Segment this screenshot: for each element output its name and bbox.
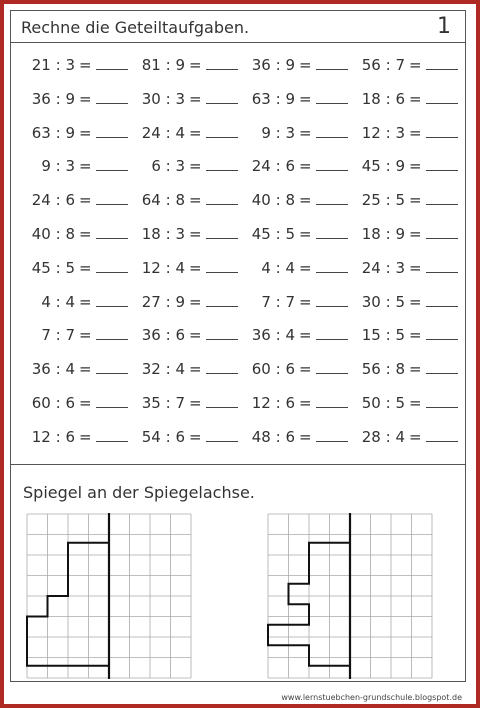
answer-blank[interactable] xyxy=(316,123,348,138)
header xyxy=(11,11,465,43)
task-expression: 9 : 3 xyxy=(41,157,75,176)
division-task xyxy=(237,325,347,347)
division-task xyxy=(17,123,127,145)
division-task xyxy=(17,156,127,178)
task-expression: 60 : 6 xyxy=(31,394,75,412)
division-task xyxy=(17,292,127,314)
task-expression: 12 : 6 xyxy=(251,394,295,412)
equals-sign: = xyxy=(79,123,92,142)
mirror-grid-left xyxy=(26,513,192,679)
equals-sign: = xyxy=(79,258,92,277)
division-task xyxy=(237,123,347,145)
equals-sign: = xyxy=(79,427,92,446)
division-task xyxy=(127,325,237,347)
task-expression: 56 : 8 xyxy=(361,360,405,379)
division-task xyxy=(127,190,237,212)
equals-sign: = xyxy=(409,292,422,311)
equals-sign: = xyxy=(79,56,92,74)
task-expression: 45 : 5 xyxy=(251,225,295,243)
equals-sign: = xyxy=(299,123,312,142)
task-expression: 81 : 9 xyxy=(141,56,185,74)
answer-blank[interactable] xyxy=(206,156,238,171)
task-expression: 24 : 4 xyxy=(141,123,185,142)
task-expression: 40 : 8 xyxy=(251,191,295,210)
task-expression: 36 : 9 xyxy=(31,89,75,108)
division-task xyxy=(127,359,237,381)
equals-sign: = xyxy=(299,427,312,446)
equals-sign: = xyxy=(79,191,92,210)
task-expression: 36 : 4 xyxy=(31,360,75,379)
answer-blank[interactable] xyxy=(96,427,128,442)
equals-sign: = xyxy=(299,56,312,74)
division-task xyxy=(17,393,127,415)
equals-sign: = xyxy=(409,157,422,176)
answer-blank[interactable] xyxy=(206,190,238,205)
equals-sign: = xyxy=(409,427,422,446)
equals-sign: = xyxy=(409,258,422,277)
answer-blank[interactable] xyxy=(426,325,458,340)
task-expression: 18 : 6 xyxy=(361,89,405,108)
answer-blank[interactable] xyxy=(96,258,128,273)
answer-blank[interactable] xyxy=(96,156,128,171)
division-tasks xyxy=(11,47,465,461)
answer-blank[interactable] xyxy=(316,325,348,340)
equals-sign: = xyxy=(409,191,422,210)
task-expression: 18 : 3 xyxy=(141,225,185,243)
equals-sign: = xyxy=(79,89,92,108)
task-expression: 54 : 6 xyxy=(141,427,185,446)
division-task xyxy=(127,292,237,314)
equals-sign: = xyxy=(189,360,202,379)
division-task xyxy=(347,359,457,381)
task-expression: 36 : 4 xyxy=(251,326,295,345)
task-expression: 45 : 5 xyxy=(31,258,75,277)
task-expression: 64 : 8 xyxy=(141,191,185,210)
answer-blank[interactable] xyxy=(206,258,238,273)
answer-blank[interactable] xyxy=(316,156,348,171)
task-expression: 12 : 4 xyxy=(141,258,185,277)
equals-sign: = xyxy=(299,326,312,345)
equals-sign: = xyxy=(299,292,312,311)
task-expression: 45 : 9 xyxy=(361,157,405,176)
answer-blank[interactable] xyxy=(96,292,128,307)
equals-sign: = xyxy=(189,123,202,142)
division-task xyxy=(127,258,237,280)
task-expression: 48 : 6 xyxy=(251,427,295,446)
answer-blank[interactable] xyxy=(96,123,128,138)
equals-sign: = xyxy=(299,258,312,277)
task-expression: 36 : 6 xyxy=(141,326,185,345)
division-task xyxy=(237,359,347,381)
equals-sign: = xyxy=(79,225,92,243)
division-task xyxy=(127,55,237,77)
answer-blank[interactable] xyxy=(96,393,128,408)
division-task xyxy=(237,258,347,280)
answer-blank[interactable] xyxy=(206,89,238,104)
division-task xyxy=(347,325,457,347)
answer-blank[interactable] xyxy=(316,258,348,273)
task-expression: 24 : 6 xyxy=(251,157,295,176)
division-task xyxy=(17,325,127,347)
task-expression: 63 : 9 xyxy=(31,123,75,142)
equals-sign: = xyxy=(189,258,202,277)
task-expression: 63 : 9 xyxy=(251,89,295,108)
answer-blank[interactable] xyxy=(426,359,458,374)
task-expression: 9 : 3 xyxy=(261,123,295,142)
answer-blank[interactable] xyxy=(426,190,458,205)
task-expression: 7 : 7 xyxy=(41,326,75,345)
task-expression: 27 : 9 xyxy=(141,292,185,311)
division-task xyxy=(127,427,237,449)
division-task xyxy=(127,224,237,246)
answer-blank[interactable] xyxy=(96,224,128,239)
worksheet xyxy=(4,4,476,704)
mirror-grid-right xyxy=(267,513,433,679)
task-expression: 28 : 4 xyxy=(361,427,405,446)
division-task xyxy=(347,427,457,449)
division-task xyxy=(347,393,457,415)
equals-sign: = xyxy=(189,292,202,311)
equals-sign: = xyxy=(299,360,312,379)
task-expression: 30 : 3 xyxy=(141,89,185,108)
division-task xyxy=(237,156,347,178)
task-expression: 4 : 4 xyxy=(261,258,295,277)
division-task xyxy=(347,89,457,111)
equals-sign: = xyxy=(299,225,312,243)
division-task xyxy=(347,156,457,178)
page-number: 1 xyxy=(437,14,451,39)
answer-blank[interactable] xyxy=(426,427,458,442)
equals-sign: = xyxy=(409,89,422,108)
task-expression: 7 : 7 xyxy=(261,292,295,311)
answer-blank[interactable] xyxy=(426,123,458,138)
equals-sign: = xyxy=(299,157,312,176)
task-expression: 4 : 4 xyxy=(41,292,75,311)
division-task xyxy=(347,292,457,314)
division-task xyxy=(17,190,127,212)
division-task xyxy=(17,55,127,77)
task-expression: 56 : 7 xyxy=(361,56,405,74)
equals-sign: = xyxy=(79,326,92,345)
task-expression: 6 : 3 xyxy=(151,157,185,176)
answer-blank[interactable] xyxy=(316,55,348,70)
equals-sign: = xyxy=(79,360,92,379)
answer-blank[interactable] xyxy=(426,292,458,307)
equals-sign: = xyxy=(189,394,202,412)
task-expression: 36 : 9 xyxy=(251,56,295,74)
task-expression: 15 : 5 xyxy=(361,326,405,345)
answer-blank[interactable] xyxy=(316,359,348,374)
equals-sign: = xyxy=(409,56,422,74)
equals-sign: = xyxy=(189,427,202,446)
answer-blank[interactable] xyxy=(316,190,348,205)
task-expression: 18 : 9 xyxy=(361,225,405,243)
footer-url: www.lernstuebchen-grundschule.blogspot.de xyxy=(281,693,462,702)
equals-sign: = xyxy=(409,394,422,412)
division-task xyxy=(237,292,347,314)
division-task xyxy=(17,359,127,381)
answer-blank[interactable] xyxy=(426,89,458,104)
equals-sign: = xyxy=(409,326,422,345)
task-expression: 30 : 5 xyxy=(361,292,405,311)
division-task xyxy=(127,393,237,415)
division-task xyxy=(17,258,127,280)
answer-blank[interactable] xyxy=(96,190,128,205)
equals-sign: = xyxy=(79,292,92,311)
task-expression: 21 : 3 xyxy=(31,56,75,74)
equals-sign: = xyxy=(299,89,312,108)
answer-blank[interactable] xyxy=(206,123,238,138)
task-expression: 35 : 7 xyxy=(141,394,185,412)
worksheet-title: Rechne die Geteiltaufgaben. xyxy=(21,18,250,37)
equals-sign: = xyxy=(299,191,312,210)
task-expression: 24 : 6 xyxy=(31,191,75,210)
answer-blank[interactable] xyxy=(96,325,128,340)
answer-blank[interactable] xyxy=(316,292,348,307)
equals-sign: = xyxy=(299,394,312,412)
division-task xyxy=(17,224,127,246)
division-task xyxy=(127,123,237,145)
answer-blank[interactable] xyxy=(206,393,238,408)
answer-blank[interactable] xyxy=(96,89,128,104)
answer-blank[interactable] xyxy=(206,427,238,442)
section-divider xyxy=(11,464,465,465)
answer-blank[interactable] xyxy=(96,55,128,70)
task-expression: 12 : 3 xyxy=(361,123,405,142)
answer-blank[interactable] xyxy=(96,359,128,374)
task-expression: 24 : 3 xyxy=(361,258,405,277)
equals-sign: = xyxy=(189,157,202,176)
answer-blank[interactable] xyxy=(206,224,238,239)
division-task xyxy=(237,427,347,449)
equals-sign: = xyxy=(189,56,202,74)
equals-sign: = xyxy=(409,225,422,243)
answer-blank[interactable] xyxy=(426,224,458,239)
answer-blank[interactable] xyxy=(426,55,458,70)
division-task xyxy=(17,427,127,449)
equals-sign: = xyxy=(79,394,92,412)
task-expression: 40 : 8 xyxy=(31,225,75,243)
worksheet-frame xyxy=(10,10,466,682)
answer-blank[interactable] xyxy=(316,89,348,104)
division-task xyxy=(127,156,237,178)
equals-sign: = xyxy=(189,191,202,210)
division-task xyxy=(237,55,347,77)
division-task xyxy=(127,89,237,111)
equals-sign: = xyxy=(189,326,202,345)
answer-blank[interactable] xyxy=(426,156,458,171)
division-task xyxy=(237,89,347,111)
task-expression: 60 : 6 xyxy=(251,360,295,379)
task-expression: 50 : 5 xyxy=(361,394,405,412)
division-task xyxy=(237,224,347,246)
answer-blank[interactable] xyxy=(316,224,348,239)
division-task xyxy=(347,258,457,280)
division-task xyxy=(237,393,347,415)
division-task xyxy=(347,55,457,77)
division-task xyxy=(347,123,457,145)
answer-blank[interactable] xyxy=(206,325,238,340)
answer-blank[interactable] xyxy=(316,393,348,408)
answer-blank[interactable] xyxy=(206,359,238,374)
mirror-section-title: Spiegel an der Spiegelachse. xyxy=(23,483,255,502)
task-expression: 12 : 6 xyxy=(31,427,75,446)
equals-sign: = xyxy=(409,360,422,379)
division-task xyxy=(17,89,127,111)
task-expression: 25 : 5 xyxy=(361,191,405,210)
answer-blank[interactable] xyxy=(316,427,348,442)
equals-sign: = xyxy=(189,89,202,108)
answer-blank[interactable] xyxy=(426,258,458,273)
answer-blank[interactable] xyxy=(426,393,458,408)
equals-sign: = xyxy=(409,123,422,142)
division-task xyxy=(347,190,457,212)
equals-sign: = xyxy=(189,225,202,243)
division-task xyxy=(347,224,457,246)
task-expression: 32 : 4 xyxy=(141,360,185,379)
answer-blank[interactable] xyxy=(206,292,238,307)
answer-blank[interactable] xyxy=(206,55,238,70)
division-task xyxy=(237,190,347,212)
equals-sign: = xyxy=(79,157,92,176)
